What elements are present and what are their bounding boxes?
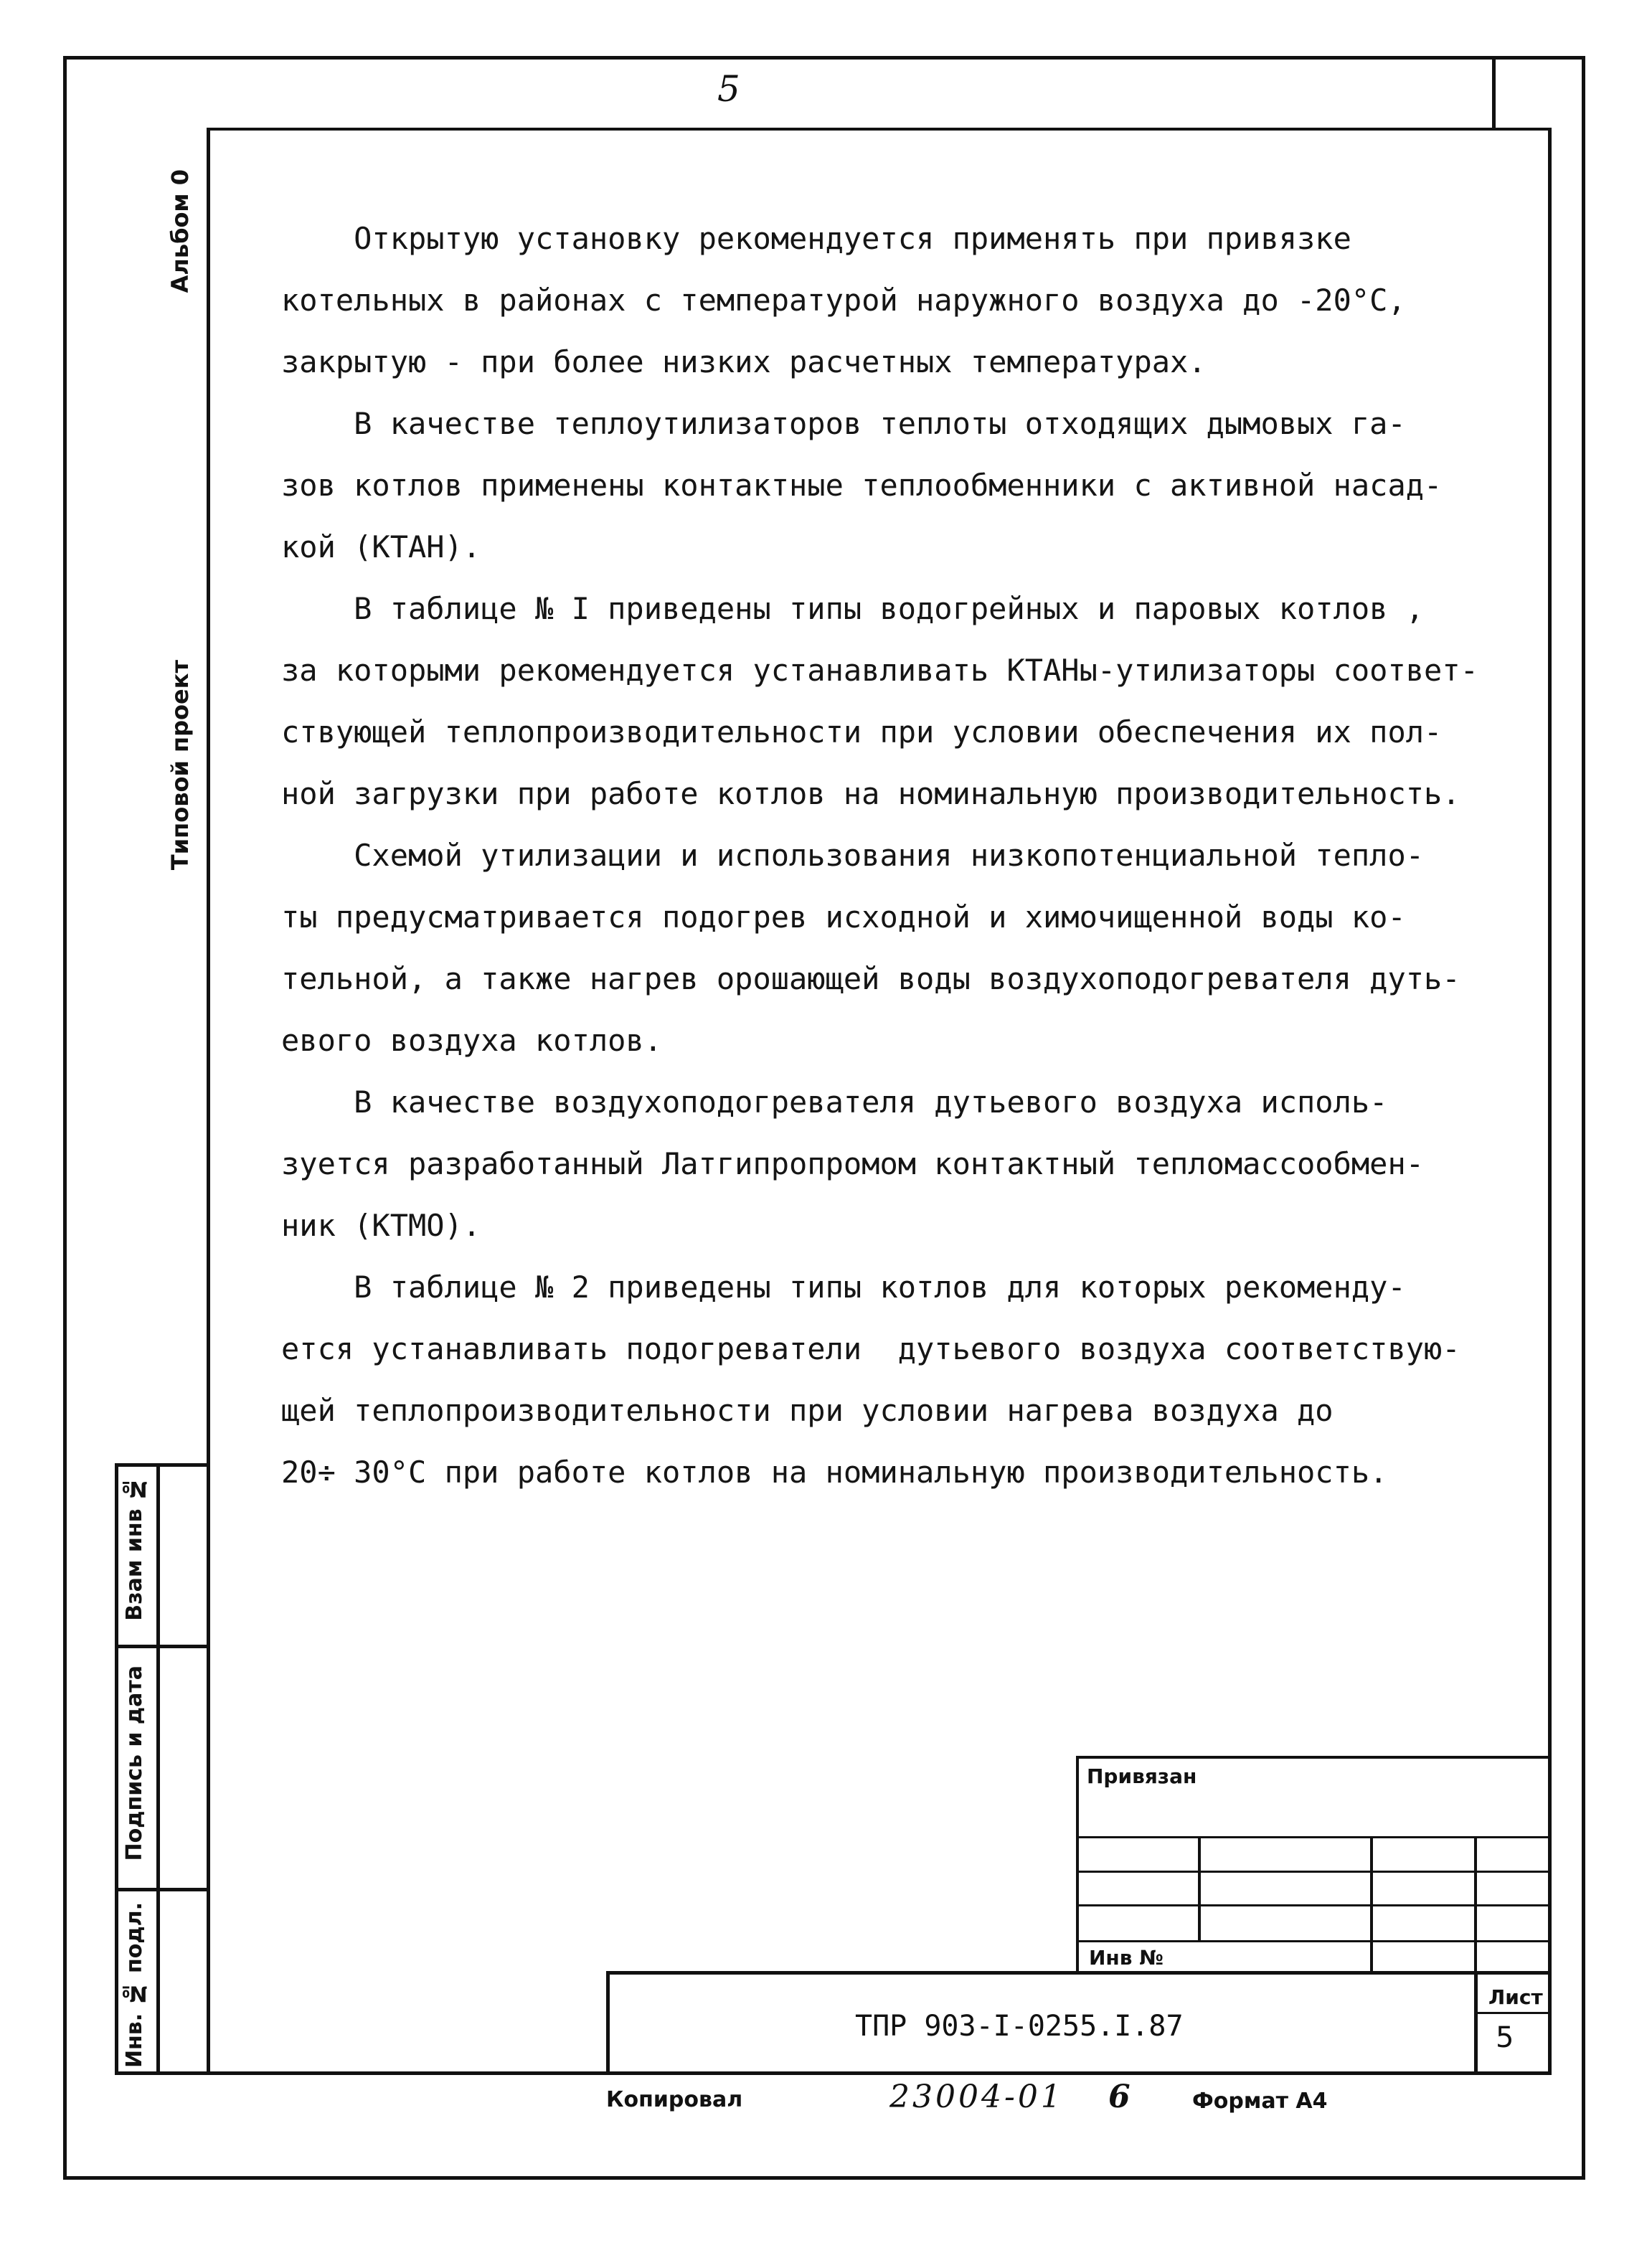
paper-format-label: Формат А4 (1192, 2089, 1328, 2114)
body-line: В таблице № I приведены типы водогрейных и паровых котлов , (281, 591, 1425, 626)
copy-index: 6 (1108, 2079, 1131, 2115)
binding-row-1 (1076, 1836, 1549, 1838)
side-stamp-top (115, 1463, 210, 1467)
inner-frame-top (208, 128, 1549, 131)
body-line: за которыми рекомендуется устанавливать КТАНы-утилизаторы соответ- (281, 653, 1478, 688)
body-line: котельных в районах с температурой наружного воздуха до -20°С, (281, 283, 1406, 318)
binding-block-left (1076, 1756, 1079, 1971)
side-stamp-div2 (115, 1888, 210, 1891)
original-inventory-label: Инв. № подл. (122, 1902, 147, 2069)
inner-frame-left (207, 128, 210, 2075)
signature-date-label: Подпись и дата (122, 1665, 147, 1861)
copied-by-label: Копировал (606, 2087, 743, 2112)
page-number-top: 5 (717, 68, 740, 110)
body-line: Открытую установку рекомендуется применять при привязке (281, 221, 1351, 256)
body-line: ется устанавливать подогреватели дутьевого воздуха соответствую- (281, 1331, 1460, 1366)
binding-block-top (1076, 1756, 1549, 1759)
body-line: В качестве воздухоподогревателя дутьевого воздуха исполь- (281, 1084, 1388, 1120)
outer-frame-bottom (63, 2176, 1585, 2180)
binding-row-2 (1076, 1871, 1549, 1873)
body-line: 20÷ 30°С при работе котлов на номинальную производительность. (281, 1455, 1388, 1490)
binding-row-3 (1076, 1904, 1549, 1906)
sheet-cell-divider (1474, 2012, 1552, 2014)
sheet-cell-left (1474, 1971, 1478, 2075)
album-label: Альбом 0 (166, 169, 194, 293)
body-line: ной загрузки при работе котлов на номинальную производительность. (281, 776, 1460, 811)
sheet-number: 5 (1496, 2021, 1514, 2054)
title-block-top (606, 1971, 1552, 1975)
inventory-number-label: Инв № (1089, 1946, 1164, 1970)
body-line: зов котлов применены контактные теплообменники с активной насад- (281, 468, 1443, 503)
inner-frame-bottom (115, 2071, 1552, 2075)
corner-box-divider (1492, 56, 1496, 131)
binding-label: Привязан (1087, 1764, 1197, 1788)
body-line: ствующей теплопроизводительности при условии обеспечения их пол- (281, 714, 1443, 750)
outer-frame-top (63, 56, 1585, 60)
body-line: ник (КТМО). (281, 1208, 481, 1243)
sheet-label: Лист (1488, 1985, 1543, 2009)
side-stamp-left (115, 1463, 118, 2075)
body-line: В качестве теплоутилизаторов теплоты отходящих дымовых га- (281, 406, 1406, 441)
body-line: кой (КТАН). (281, 529, 481, 564)
title-block-left (606, 1971, 610, 2075)
outer-frame-left (63, 56, 67, 2179)
body-line: Схемой утилизации и использования низкопотенциальной тепло- (281, 838, 1425, 873)
binding-col-2 (1370, 1836, 1373, 1971)
project-type-label: Типовой проект (166, 660, 194, 871)
body-line: тельной, а также нагрев орошающей воды воздухоподогревателя дуть- (281, 961, 1460, 996)
document-code: ТПР 903-I-0255.I.87 (855, 2010, 1184, 2043)
body-line: В таблице № 2 приведены типы котлов для которых рекоменду- (281, 1270, 1406, 1305)
binding-col-1 (1198, 1836, 1201, 1942)
outer-frame-right (1582, 56, 1585, 2179)
body-line: ты предусматривается подогрев исходной и химочищенной воды ко- (281, 899, 1406, 935)
body-line: зуется разработанный Латгипропромом контактный тепломассообмен- (281, 1146, 1425, 1181)
inner-frame-right (1548, 128, 1552, 2075)
body-line: евого воздуха котлов. (281, 1023, 663, 1058)
archive-number: 23004-01 (889, 2079, 1064, 2115)
replacement-inventory-label: Взам инв № (122, 1476, 147, 1621)
binding-col-3 (1474, 1836, 1477, 1971)
body-text (281, 208, 1501, 1503)
side-stamp-div1 (115, 1645, 210, 1648)
body-line: щей теплопроизводительности при условии нагрева воздуха до (281, 1393, 1334, 1428)
body-line: закрытую - при более низких расчетных температурах. (281, 344, 1207, 379)
binding-row-4 (1076, 1940, 1549, 1942)
side-stamp-mid (156, 1463, 160, 2075)
